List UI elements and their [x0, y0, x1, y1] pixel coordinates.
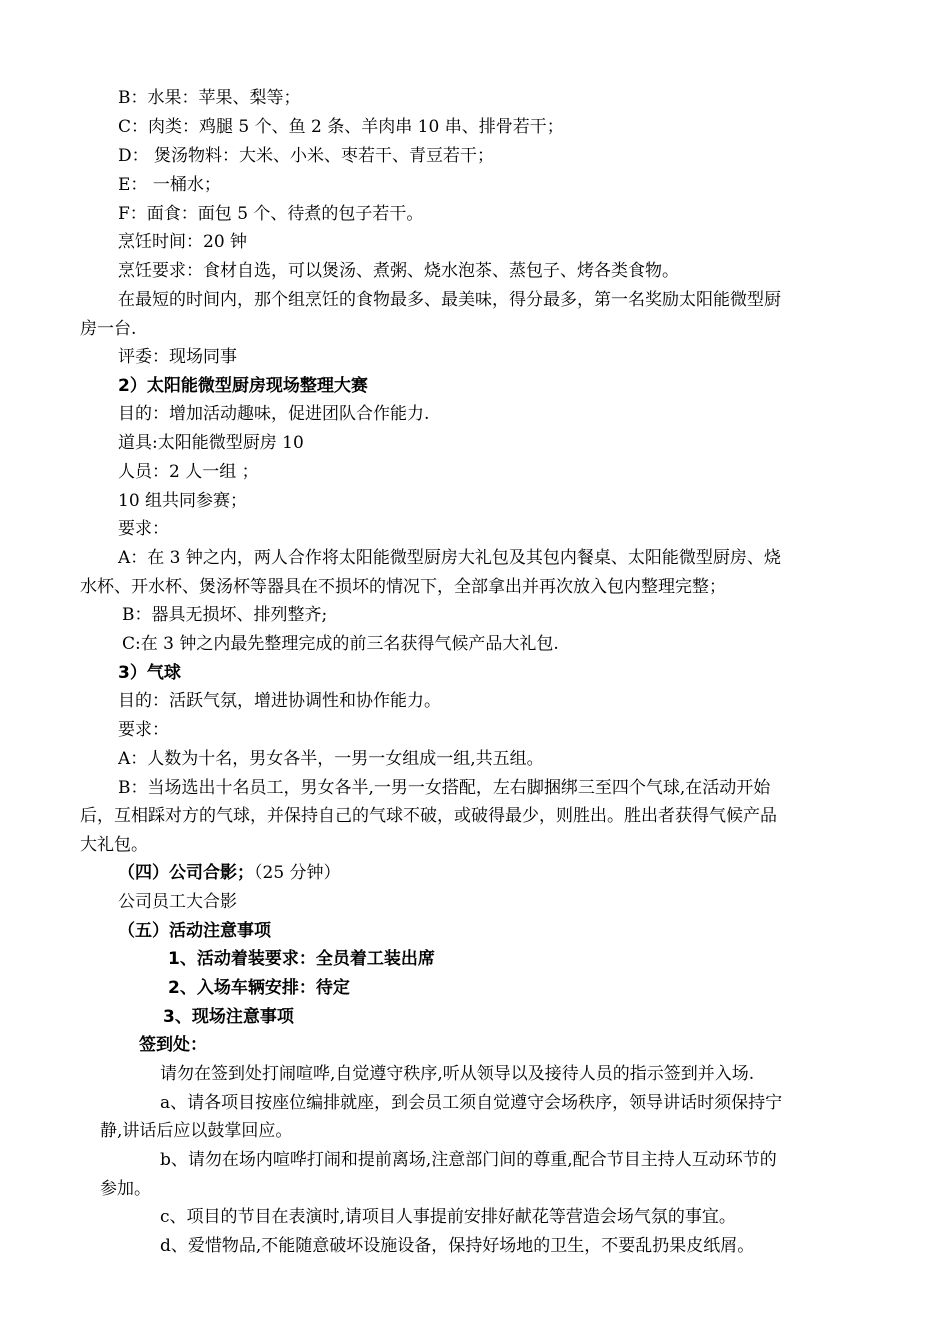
contest-requirement-label: 要求：	[118, 519, 169, 539]
contest-rule-b: B：器具无损坏、排列整齐;	[122, 605, 328, 625]
food-item-water: E： 一桶水；	[118, 175, 221, 195]
rule-d: d、爱惜物品,不能随意破坏设施设备，保持好场地的卫生，不要乱扔果皮纸屑。	[160, 1236, 755, 1256]
notice-vehicles: 2、入场车辆安排：待定	[168, 978, 350, 998]
section-heading-photo-duration: （25 分钟）	[254, 863, 341, 883]
section-heading-notices: （五）活动注意事项	[118, 921, 271, 941]
section-heading-photo	[118, 862, 341, 884]
balloon-rule-b-line3: 大礼包。	[80, 835, 148, 855]
notice-dress-code: 1、活动着装要求：全员着工装出席	[168, 949, 435, 969]
judges: 评委：现场同事	[118, 347, 237, 367]
section-heading-kitchen-contest: 2）太阳能微型厨房现场整理大赛	[118, 376, 368, 396]
contest-members: 人员：2 人一组 ；	[118, 462, 259, 482]
cooking-requirement: 烹饪要求：食材自选，可以煲汤、煮粥、烧水泡茶、蒸包子、烤各类食物。	[118, 261, 679, 281]
contest-rule-a-line1: A：在 3 钟之内，两人合作将太阳能微型厨房大礼包及其包内餐桌、太阳能微型厨房、烧	[118, 548, 781, 568]
food-item-staple: F：面食：面包 5 个、待煮的包子若干。	[118, 204, 424, 224]
contest-groups: 10 组共同参赛；	[118, 491, 248, 511]
food-item-fruit: B：水果：苹果、梨等；	[118, 88, 301, 108]
balloon-rule-b-line2: 后，互相踩对方的气球，并保持自己的气球不破，或破得最少，则胜出。胜出者获得气候产品	[80, 806, 777, 826]
group-photo-note: 公司员工大合影	[118, 892, 237, 912]
rule-a-line1: a、请各项目按座位编排就座，到会员工须自觉遵守会场秩序，领导讲话时须保持宁	[160, 1093, 783, 1113]
cooking-time: 烹饪时间：20 钟	[118, 232, 248, 252]
balloon-rule-b-line1: B：当场选出十名员工，男女各半,一男一女搭配，左右脚捆绑三至四个气球,在活动开始	[118, 778, 771, 798]
food-item-meat: C：肉类：鸡腿 5 个、鱼 2 条、羊肉串 10 串、排骨若干；	[118, 117, 564, 137]
contest-rule-a-line2: 水杯、开水杯、煲汤杯等器具在不损坏的情况下，全部拿出并再次放入包内整理完整；	[80, 577, 726, 597]
rule-c: c、项目的节目在表演时,请项目人事提前安排好献花等营造会场气氛的事宜。	[160, 1207, 736, 1227]
contest-rule-c: C:在 3 钟之内最先整理完成的前三名获得气候产品大礼包.	[122, 634, 559, 654]
food-item-soup: D： 煲汤物料：大米、小米、枣若干、青豆若干；	[118, 146, 495, 166]
section-heading-balloon: 3）气球	[118, 663, 181, 683]
rule-a-line2: 静,讲话后应以鼓掌回应。	[100, 1121, 293, 1141]
scoring-rule-line2: 房一台.	[80, 319, 137, 339]
contest-purpose: 目的：增加活动趣味，促进团队合作能力.	[118, 404, 430, 424]
balloon-purpose: 目的：活跃气氛，增进协调性和协作能力。	[118, 691, 441, 711]
rule-b-line1: b、请勿在场内喧哗打闹和提前离场,注意部门间的尊重,配合节目主持人互动环节的	[160, 1150, 777, 1170]
scoring-rule-line1: 在最短的时间内，那个组烹饪的食物最多、最美味，得分最多，第一名奖励太阳能微型厨	[118, 290, 781, 310]
notice-onsite: 3、现场注意事项	[163, 1007, 294, 1027]
checkin-heading: 签到处：	[139, 1035, 207, 1055]
contest-props: 道具:太阳能微型厨房 10	[118, 433, 304, 453]
balloon-requirement-label: 要求：	[118, 720, 169, 740]
checkin-rule: 请勿在签到处打闹喧哗,自觉遵守秩序,听从领导以及接待人员的指示签到并入场.	[160, 1064, 755, 1084]
balloon-rule-a: A：人数为十名，男女各半，一男一女组成一组,共五组。	[118, 749, 544, 769]
rule-b-line2: 参加。	[100, 1179, 151, 1199]
section-heading-photo-title: （四）公司合影；	[118, 863, 254, 883]
